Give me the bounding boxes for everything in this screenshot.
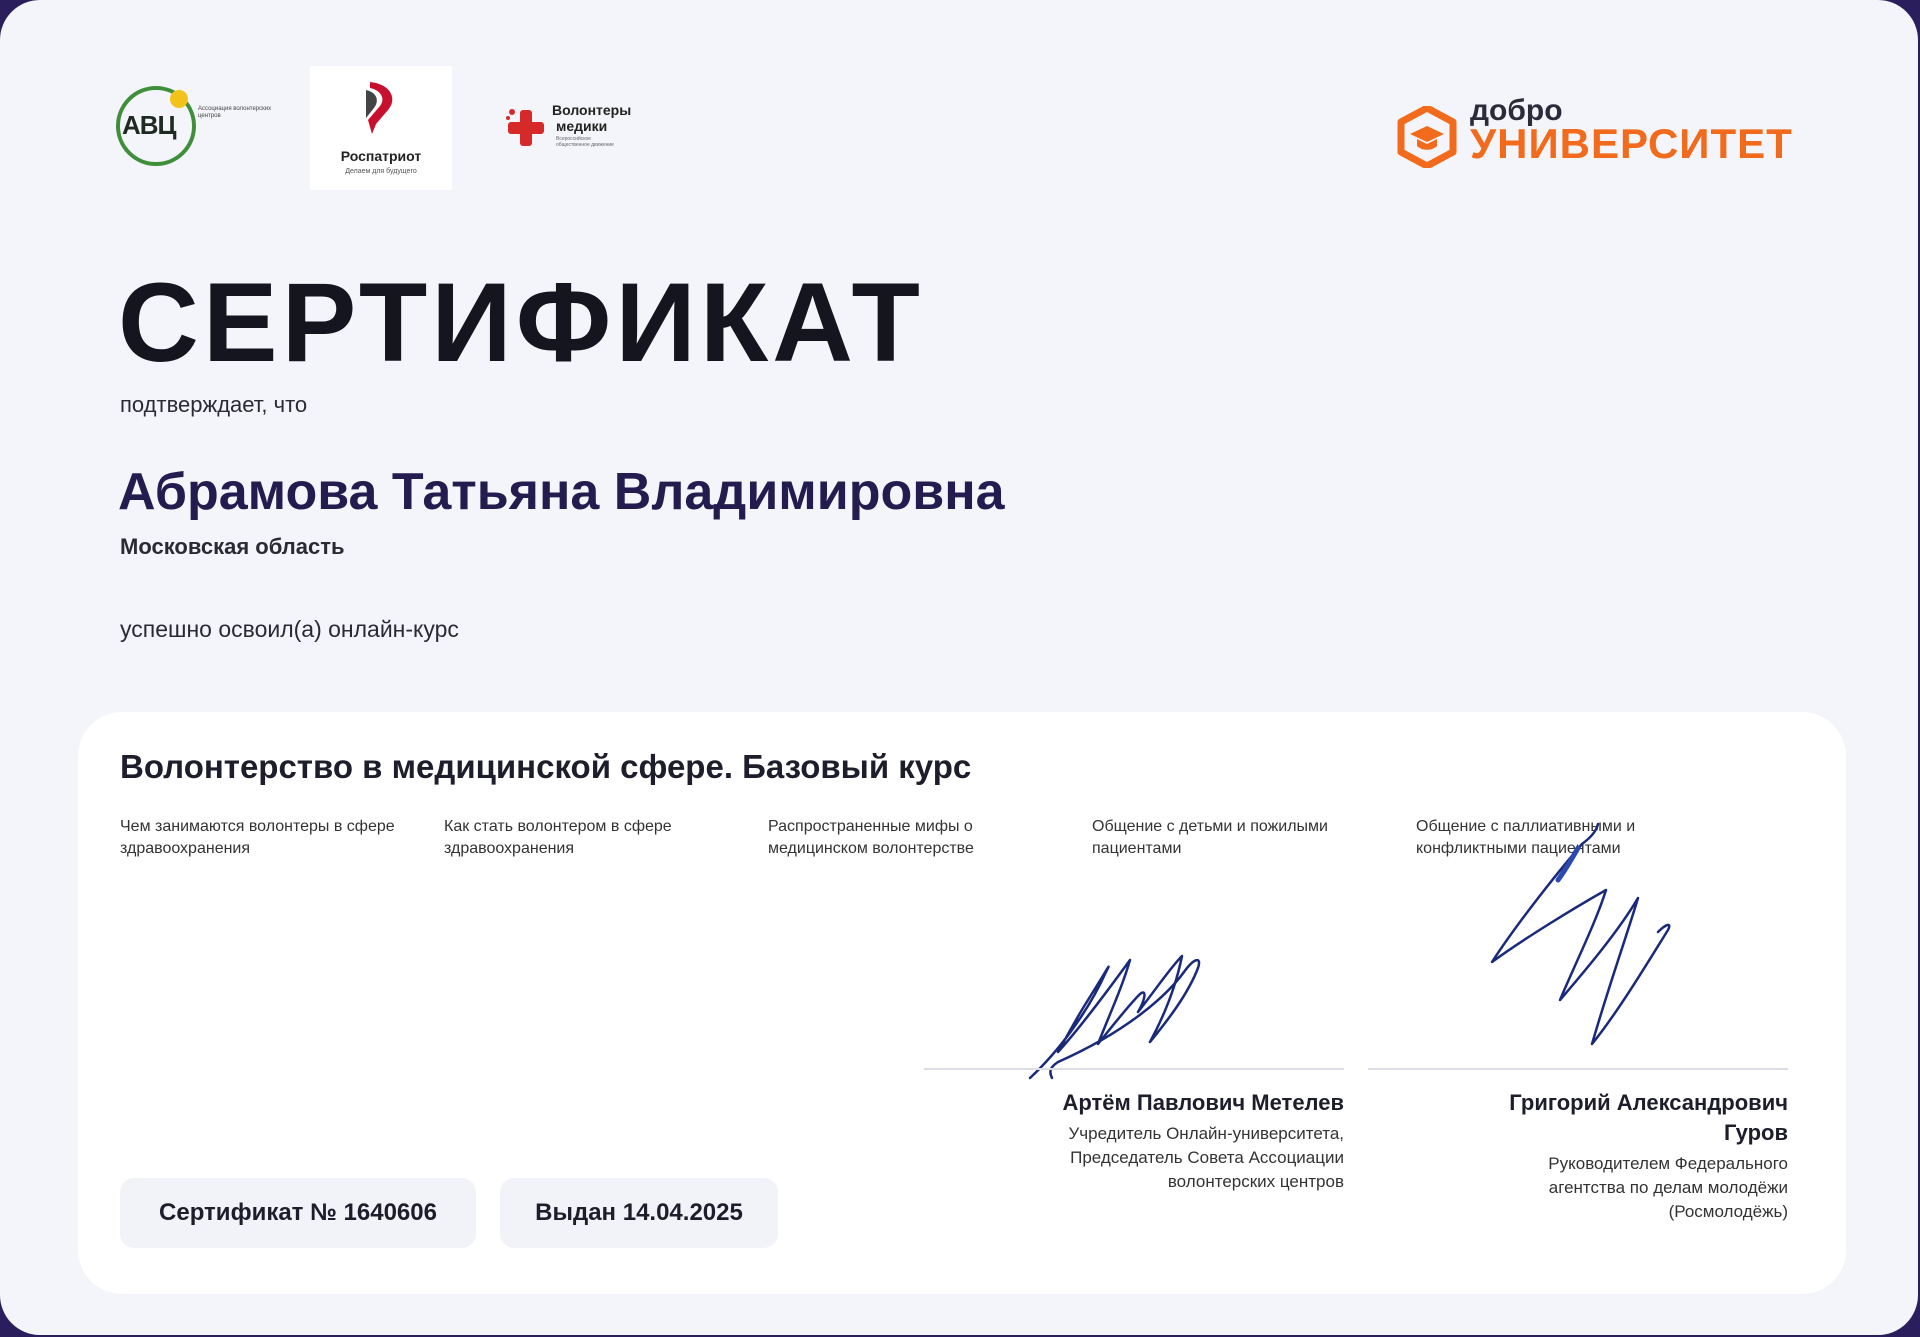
course-panel [78,712,1846,1294]
signature-gurov [1478,812,1818,1072]
signer-name [1368,1088,1788,1148]
volunteers-medics-caption: Всероссийское общественное движение [556,136,614,148]
signer-role [1368,1152,1788,1224]
medical-cross-icon [504,106,548,150]
signer-metelev [924,1088,1344,1194]
recipient-region: Московская область [120,534,345,559]
signature-metelev [1018,902,1318,1092]
signer-role-line: (Росмолодёжь) [1668,1202,1788,1221]
mastered-text: успешно освоил(а) онлайн-курс [120,616,459,642]
avc-caption: Ассоциация волонтерских центров [198,106,272,119]
avc-sun-dot [170,90,188,108]
signer-name-line: Григорий Александрович [1509,1090,1788,1115]
avc-abbr: АВЦ [122,110,176,140]
graduation-cap-icon [1396,106,1458,168]
rospatriot-tagline: Делаем для будущего [345,168,417,175]
issue-date-badge: Выдан 14.04.2025 [500,1178,778,1248]
signer-gurov [1368,1088,1788,1224]
avc-logo [116,86,276,166]
university-word: УНИВЕРСИТЕТ [1470,120,1793,167]
rospatriot-mark-icon [362,80,402,136]
rospatriot-logo [310,66,452,190]
recipient-name: Абрамова Татьяна Владимировна [118,463,1005,521]
signer-role-line: Председатель Совета Ассоциации [1070,1148,1344,1167]
course-topic: Распространенные мифы о медицинском волонтерстве [768,818,974,857]
certificate-title: СЕРТИФИКАТ [118,260,924,385]
volunteers-medics-logo [500,100,650,156]
signer-role-line: Учредитель Онлайн-университета, [1068,1124,1344,1143]
dobro-word: добро [1470,94,1563,127]
signature-line [1368,1068,1788,1070]
course-topic: Общение с паллиативными и конфликтными пациентами [1416,818,1636,857]
signer-role-line: Руководителем Федерального [1548,1154,1788,1173]
dobro-university-logo [1396,94,1816,168]
volunteers-medics-line1: Волонтеры [552,102,632,118]
certificate-number-badge: Сертификат № 1640606 [120,1178,476,1248]
confirms-text: подтверждает, что [120,392,308,417]
volunteers-medics-line2: медики [556,118,608,134]
signer-name: Артём Павлович Метелев [1062,1090,1344,1115]
course-title: Волонтерство в медицинской сфере. Базовый курс [120,748,972,785]
rospatriot-name: Роспатриот [340,148,422,164]
signer-name-line: Гуров [1724,1120,1788,1145]
signature-line [924,1068,1344,1070]
course-topic: Чем занимаются волонтеры в сфере здравоохранения [120,818,395,857]
signer-role-line: волонтерских центров [1167,1172,1344,1191]
signer-role-line: агентства по делам молодёжи [1548,1178,1788,1197]
course-topic: Как стать волонтером в сфере здравоохранения [444,818,672,857]
signer-role [924,1122,1344,1194]
course-topic: Общение с детьми и пожилыми пациентами [1092,818,1328,857]
